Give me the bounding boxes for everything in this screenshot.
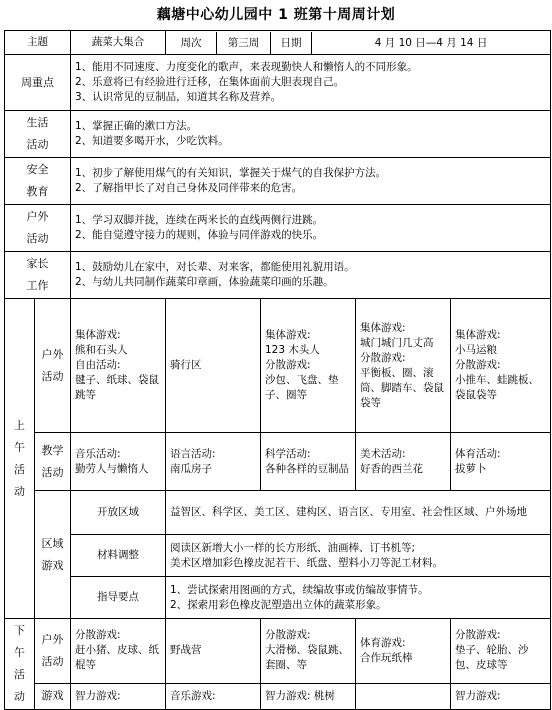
area-label: 区域 游戏 (35, 491, 71, 619)
focus-item: 2、乐意将已有经验进行迁移，在集体面前大胆表现自己。 (75, 76, 345, 88)
afternoon-games-row (5, 683, 551, 709)
section-label-life: 生活 活动 (5, 111, 71, 158)
weekly-plan-table (4, 30, 551, 710)
games-label: 游戏 (35, 683, 71, 709)
open-area-value: 益智区、科学区、美工区、建构区、语言区、专用室、社会性区域、户外场地 (166, 491, 551, 535)
open-area-label: 开放区域 (71, 491, 166, 535)
teaching-label: 教学 活动 (35, 433, 71, 491)
guide-item: 1、尝试探索用图画的方式，续编故事或仿编故事情节。 (170, 583, 429, 596)
page-title: 藕塘中心幼儿园中 1 班第十周周计划 (156, 7, 396, 23)
section-label-parent: 家长 工作 (5, 252, 71, 299)
section-label-outdoor: 户外 活动 (5, 205, 71, 252)
outdoor-item: 1、学习双脚并拢，连续在两米长的直线两侧行进跳。 (75, 214, 324, 226)
morning-outdoor-row (5, 299, 551, 433)
area-material-row (5, 535, 551, 577)
section-label-focus: 周重点 (5, 55, 71, 111)
afternoon-label: 下 午 活 动 (5, 619, 35, 710)
teaching-cell-mon: 音乐活动: 勤劳人与懒惰人 (71, 433, 166, 491)
date-label: 日期 (271, 32, 312, 54)
date-value: 4 月 10 日—4 月 14 日 (374, 36, 488, 49)
material-item: 美术区增加彩色橡皮泥若干、纸盘、塑料小刀等泥工材料。 (170, 556, 443, 569)
pm-outdoor-cell-mon: 分散游戏: 赶小猪、皮球、纸棍等 (71, 619, 166, 684)
pm-outdoor-cell-tue: 野战营 (166, 619, 261, 684)
outdoor-item: 2、能自觉遵守接力的规则，体验与同伴游戏的快乐。 (75, 229, 324, 241)
guide-label: 指导要点 (71, 577, 166, 619)
teaching-cell-wed: 科学活动: 各种各样的豆制品 (261, 433, 356, 491)
morning-label: 上 午 活 动 (5, 299, 35, 619)
outdoor-cell-tue: 骑行区 (166, 299, 261, 433)
morning-outdoor-label: 户外 活动 (35, 299, 71, 433)
focus-item: 3、认识常见的豆制品，知道其名称及营养。 (75, 91, 282, 103)
week-label: 周次 (166, 32, 217, 54)
pm-outdoor-cell-thu: 体育游戏: 合作玩纸棒 (356, 619, 451, 684)
games-cell-fri: 智力游戏: (451, 683, 551, 709)
material-item: 阅读区新增大小一样的长方形纸、油画棒、订书机等; (170, 541, 416, 554)
afternoon-outdoor-row (5, 619, 551, 684)
games-cell-wed: 智力游戏: 桃树 (261, 683, 356, 709)
safety-item: 2、了解指甲长了对自己身体及同伴带来的危害。 (75, 182, 303, 194)
outdoor-cell-thu: 集体游戏: 城门城门几丈高 分散游戏: 平衡板、圈、滚筒、脚踏车、袋鼠袋等 (356, 299, 451, 433)
focus-content (71, 55, 551, 111)
morning-teaching-row (5, 433, 551, 491)
games-cell-tue: 音乐游戏: (166, 683, 261, 709)
material-label: 材料调整 (71, 535, 166, 577)
theme-label: 主题 (5, 31, 71, 55)
header-row (5, 31, 551, 55)
afternoon-outdoor-label: 户外 活动 (35, 619, 71, 684)
outdoor-cell-mon: 集体游戏: 熊和石头人 自由活动: 毽子、纸球、袋鼠跳等 (71, 299, 166, 433)
safety-row (5, 158, 551, 205)
section-label-safety: 安全 教育 (5, 158, 71, 205)
outdoor-row (5, 205, 551, 252)
guide-item: 2、探索用彩色橡皮泥塑造出立体的蔬菜形象。 (170, 598, 387, 611)
area-guide-row (5, 577, 551, 619)
parent-item: 2、与幼儿共同制作蔬菜印章画，体验蔬菜印画的乐趣。 (75, 276, 334, 288)
parent-item: 1、鼓励幼儿在家中，对长辈、对来客，都能使用礼貌用语。 (75, 261, 355, 273)
pm-outdoor-cell-fri: 分散游戏: 垫子、轮胎、沙包、皮球等 (451, 619, 551, 684)
games-cell-thu (356, 683, 451, 709)
pm-outdoor-cell-wed: 分散游戏: 大滑梯、袋鼠跳、套圈、等 (261, 619, 356, 684)
life-item: 1、掌握正确的漱口方法。 (75, 120, 198, 132)
safety-item: 1、初步了解使用煤气的有关知识，掌握关于煤气的自我保护方法。 (75, 167, 387, 179)
teaching-cell-fri: 体育活动: 拔萝卜 (451, 433, 551, 491)
teaching-cell-thu: 美术活动: 好香的西兰花 (356, 433, 451, 491)
teaching-cell-tue: 语言活动: 南瓜房子 (166, 433, 261, 491)
outdoor-cell-fri: 集体游戏: 小马运粮 分散游戏: 小推车、蛙跳板、袋鼠袋等 (451, 299, 551, 433)
theme-value: 蔬菜大集合 (71, 31, 166, 55)
life-row (5, 111, 551, 158)
focus-row (5, 55, 551, 111)
outdoor-cell-wed: 集体游戏: 123 木头人 分散游戏: 沙包、飞盘、垫子、圈等 (261, 299, 356, 433)
life-item: 2、知道要多喝开水，少吃饮料。 (75, 135, 229, 147)
parent-row (5, 252, 551, 299)
games-cell-mon: 智力游戏: (71, 683, 166, 709)
area-open-row (5, 491, 551, 535)
week-value: 第三周 (217, 32, 271, 54)
focus-item: 1、能用不同速度、力度变化的歌声，来表现勤快人和懒惰人的不同形象。 (75, 61, 418, 73)
